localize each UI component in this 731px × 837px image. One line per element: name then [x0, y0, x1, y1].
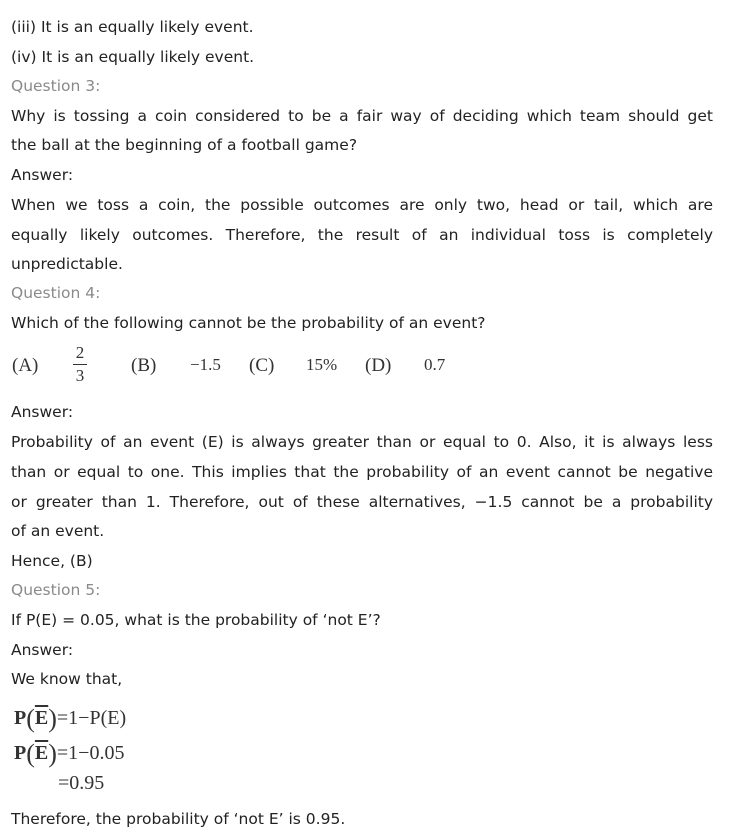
- answer-text: When we toss a coin, the possible outcomes are only two, head or tail, which are: [11, 196, 713, 214]
- text-line: (iv) It is an equally likely event.: [11, 48, 255, 66]
- question-5-text: If P(E) = 0.05, what is the probability of ‘not E’?: [11, 611, 381, 629]
- numerator: 2: [75, 343, 85, 362]
- question-4-text: Which of the following cannot be the probability of an event?: [11, 314, 486, 332]
- fraction-bar: [73, 364, 87, 365]
- equation-1: $P(\overline{E})=1-P(E)$: [14, 704, 127, 733]
- eq-p: P: [14, 742, 27, 764]
- answer-text: unpredictable.: [11, 255, 123, 273]
- option-b-value: −1.5: [190, 355, 221, 374]
- eq-p: P: [14, 707, 27, 729]
- answer-text: equally likely outcomes. Therefore, the result of an individual toss is completely: [11, 226, 713, 244]
- option-b-label: (B): [131, 355, 157, 376]
- eq-rhs: =1−0.05: [56, 742, 125, 764]
- eq-e-bar: $\overline{E}$: [34, 707, 49, 729]
- option-a-label: (A): [12, 355, 39, 376]
- answer-text: than or equal to one. This implies that the probability of an event cannot be negative: [11, 463, 713, 481]
- equation-3: =0.95: [58, 772, 105, 794]
- question-3-heading: Question 3:: [11, 77, 101, 95]
- answer-text: or greater than 1. Therefore, out of these alternatives, −1.5 cannot be a probability: [11, 493, 713, 511]
- answer-intro: We know that,: [11, 670, 123, 688]
- eq-rhs: =1−P(E): [56, 707, 127, 729]
- answer-text: of an event.: [11, 522, 105, 540]
- answer-label: Answer:: [11, 641, 74, 659]
- denominator: 3: [75, 366, 85, 385]
- answer-text: Probability of an event (E) is always greater than or equal to 0. Also, it is always less: [11, 433, 713, 451]
- option-d-label: (D): [365, 355, 392, 376]
- option-d-value: 0.7: [424, 355, 446, 374]
- option-a-fraction: [73, 343, 87, 386]
- answer-label: Answer:: [11, 403, 74, 421]
- question-5-heading: Question 5:: [11, 581, 101, 599]
- eq-e-bar: $\overline{E}$: [34, 742, 49, 764]
- answer-conclusion: Therefore, the probability of ‘not E’ is 0.95.: [11, 810, 346, 828]
- option-c-value: 15%: [306, 355, 338, 374]
- question-3-text: Why is tossing a coin considered to be a fair way of deciding which team should get: [11, 107, 713, 125]
- option-c-label: (C): [249, 355, 275, 376]
- text-line: (iii) It is an equally likely event.: [11, 18, 254, 36]
- equation-2: $P(\overline{E})=1-0.05$: [14, 739, 125, 768]
- question-3-text: the ball at the beginning of a football game?: [11, 136, 358, 154]
- question-4-heading: Question 4:: [11, 284, 101, 302]
- answer-conclusion: Hence, (B): [11, 552, 93, 570]
- answer-label: Answer:: [11, 166, 74, 184]
